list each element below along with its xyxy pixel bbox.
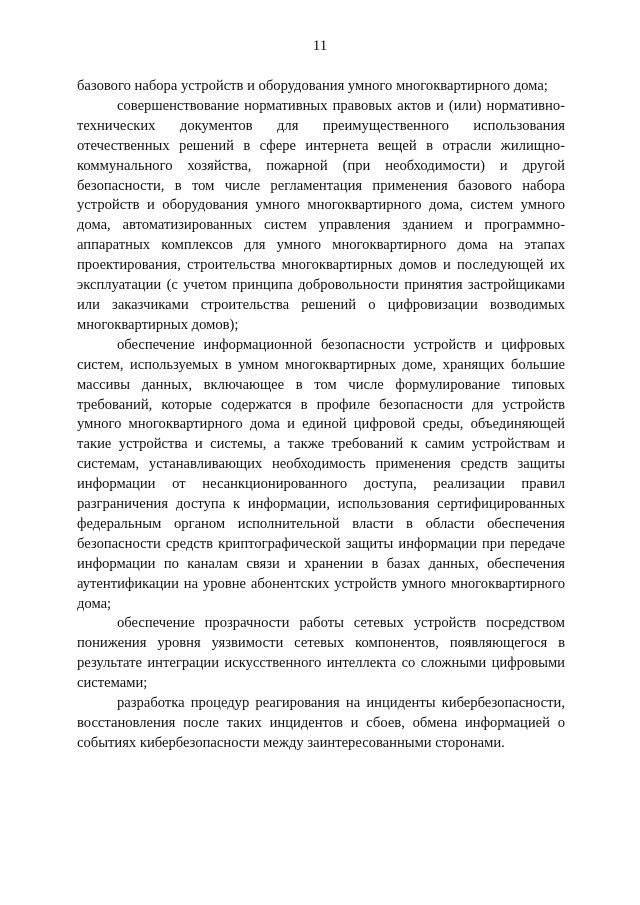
page-number: 11 [312,38,328,54]
paragraph-information-security: обеспечение информационной безопасности устройств и цифровых систем, используемых в умном многоквартирных доме, хранящих большие массивы данных, включающее в том числе формулирование типовых требований, которые содержатся в профиле безопасности для устройств умного многоквартирного дома и единой цифровой среды, объединяющей такие устройства и системы, а также требований к самим устройствам и системам, устанавливающих необходимость применения средств защиты информации от несанкционированного доступа, реализации правил разграничения доступа к информации, использования сертифицированных федеральным органом исполнительной власти в области обеспечения безопасности средств криптографической защиты информации при передаче информации по каналам связи и хранении в базах данных, обеспечения аутентификации на уровне абонентских устройств умного многоквартирного дома; [77,336,565,612]
paragraph-continuation: базового набора устройств и оборудования умного многоквартирного дома; [77,78,548,94]
document-body [77,77,565,754]
paragraph-network-transparency: обеспечение прозрачности работы сетевых устройств посредством понижения уровня уязвимости сетевых компонентов, появляющегося в результате интеграции искусственного интеллекта со сложными цифровыми системами; [77,615,565,692]
paragraph-regulatory-improvement: совершенствование нормативных правовых актов и (или) нормативно-технических документов для преимущественного использования отечественных решений в сфере интернета вещей в отрасли жилищно-коммунального хозяйства, пожарной (при необходимости) и другой безопасности, в том числе регламентация применения базового набора устройств и оборудования умного многоквартирного дома, систем умного дома, автоматизированных систем управления зданием и программно-аппаратных комплексов для умного многоквартирного дома на этапах проектирования, строительства многоквартирных домов и последующей их эксплуатации (с учетом принципа добровольности принятия застройщиками или заказчиками строительства решений о цифровизации возводимых многоквартирных домов); [77,97,565,333]
paragraph-incident-response: разработка процедур реагирования на инциденты кибербезопасности, восстановления после таких инцидентов и сбоев, обмена информацией о событиях кибербезопасности между заинтересованными сторонами. [77,695,565,751]
